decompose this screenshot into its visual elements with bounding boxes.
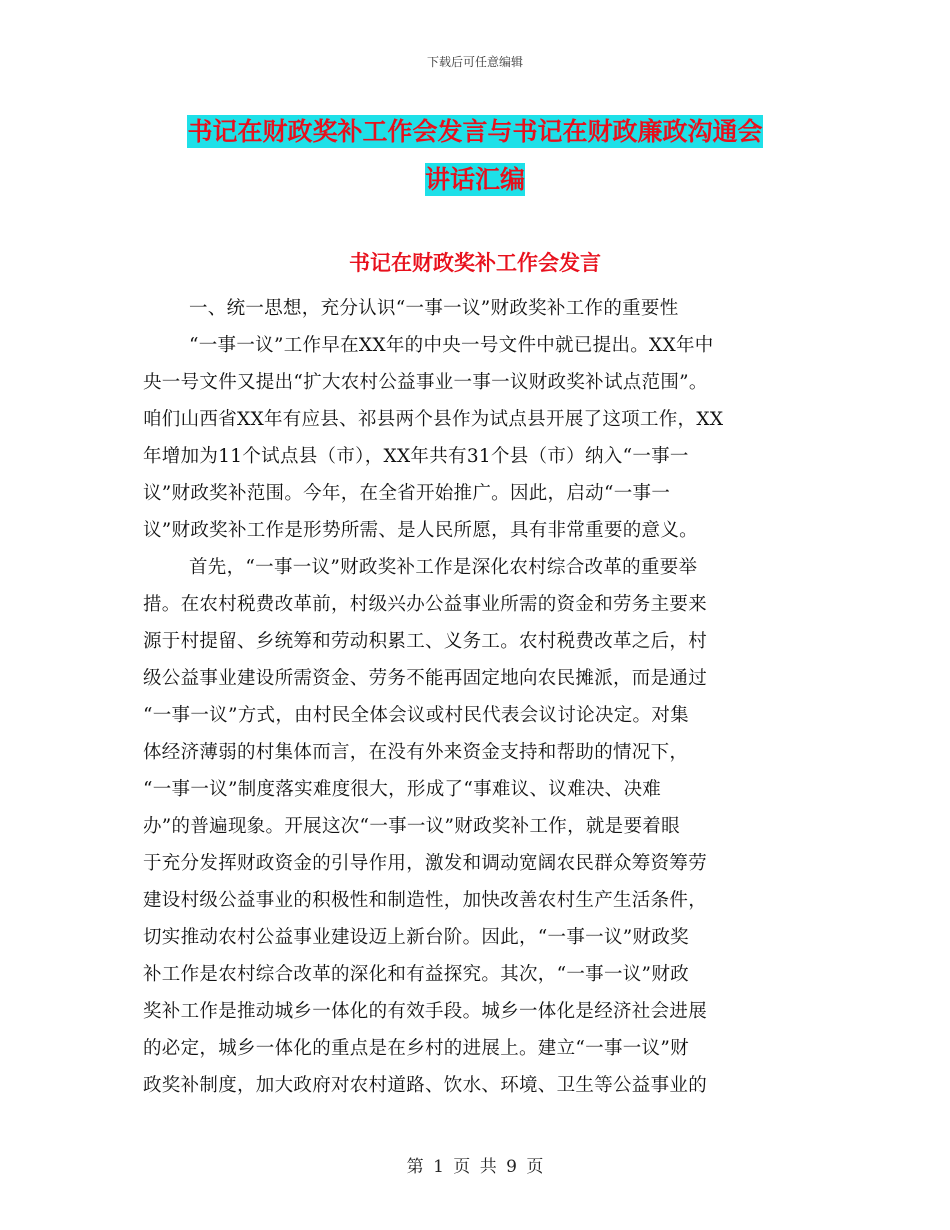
body-line: 建设村级公益事业的积极性和制造性，加快改善农村生产生活条件， — [143, 890, 708, 911]
document-title-line-2: 讲话汇编 — [424, 165, 525, 194]
body-line: 议”财政奖补工作是形势所需、是人民所愿，具有非常重要的意义。 — [143, 520, 698, 541]
body-line: 体经济薄弱的村集体而言，在没有外来资金支持和帮助的情况下， — [143, 742, 689, 763]
body-line: 于充分发挥财政资金的引导作用，激发和调动宽阔农民群众筹资筹劳 — [143, 853, 708, 874]
body-line: 央一号文件又提出“扩大农村公益事业一事一议财政奖补试点范围”。 — [143, 372, 708, 393]
document-title — [0, 108, 950, 204]
body-line: 级公益事业建设所需资金、劳务不能再固定地向农民摊派，而是通过 — [143, 668, 708, 689]
section-title: 书记在财政奖补工作会发言 — [349, 250, 601, 275]
document-title-line-1: 书记在财政奖补工作会发言与书记在财政廉政沟通会 — [187, 117, 763, 146]
body-line: 的必定，城乡一体化的重点是在乡村的进展上。建立“一事一议”财 — [143, 1038, 689, 1059]
body-line: 政奖补制度，加大政府对农村道路、饮水、环境、卫生等公益事业的 — [143, 1075, 708, 1096]
body-line: 咱们山西省XX年有应县、祁县两个县作为试点县开展了这项工作，XX — [143, 409, 724, 430]
body-line: 补工作是农村综合改革的深化和有益探究。其次，“一事一议”财政 — [143, 964, 689, 985]
body-line: 源于村提留、乡统筹和劳动积累工、义务工。农村税费改革之后，村 — [143, 631, 708, 652]
body-line: 首先，“一事一议”财政奖补工作是深化农村综合改革的重要举 — [189, 557, 698, 578]
header-note: 下载后可任意编辑 — [426, 55, 523, 69]
body-line: 切实推动农村公益事业建设迈上新台阶。因此，“一事一议”财政奖 — [143, 927, 689, 948]
body-line: “一事一议”制度落实难度很大，形成了“事难议、议难决、决难 — [143, 779, 662, 800]
body-line: 议”财政奖补范围。今年，在全省开始推广。因此，启动“一事一 — [143, 483, 671, 504]
body-line: 一、统一思想，充分认识“一事一议”财政奖补工作的重要性 — [189, 298, 679, 319]
page-footer: 第 1 页 共 9 页 — [406, 1157, 544, 1177]
body-line: 办”的普遍现象。开展这次“一事一议”财政奖补工作，就是要着眼 — [143, 816, 680, 837]
body-line: “一事一议”工作早在XX年的中央一号文件中就已提出。XX年中 — [189, 335, 714, 356]
body-line: 措。在农村税费改革前，村级兴办公益事业所需的资金和劳务主要来 — [143, 594, 708, 615]
body-line: 奖补工作是推动城乡一体化的有效手段。城乡一体化是经济社会进展 — [143, 1001, 708, 1022]
body-line: “一事一议”方式，由村民全体会议或村民代表会议讨论决定。对集 — [143, 705, 689, 726]
body-line: 年增加为11个试点县（市），XX年共有31个县（市）纳入“一事一 — [143, 446, 689, 467]
body-text — [143, 290, 809, 1104]
